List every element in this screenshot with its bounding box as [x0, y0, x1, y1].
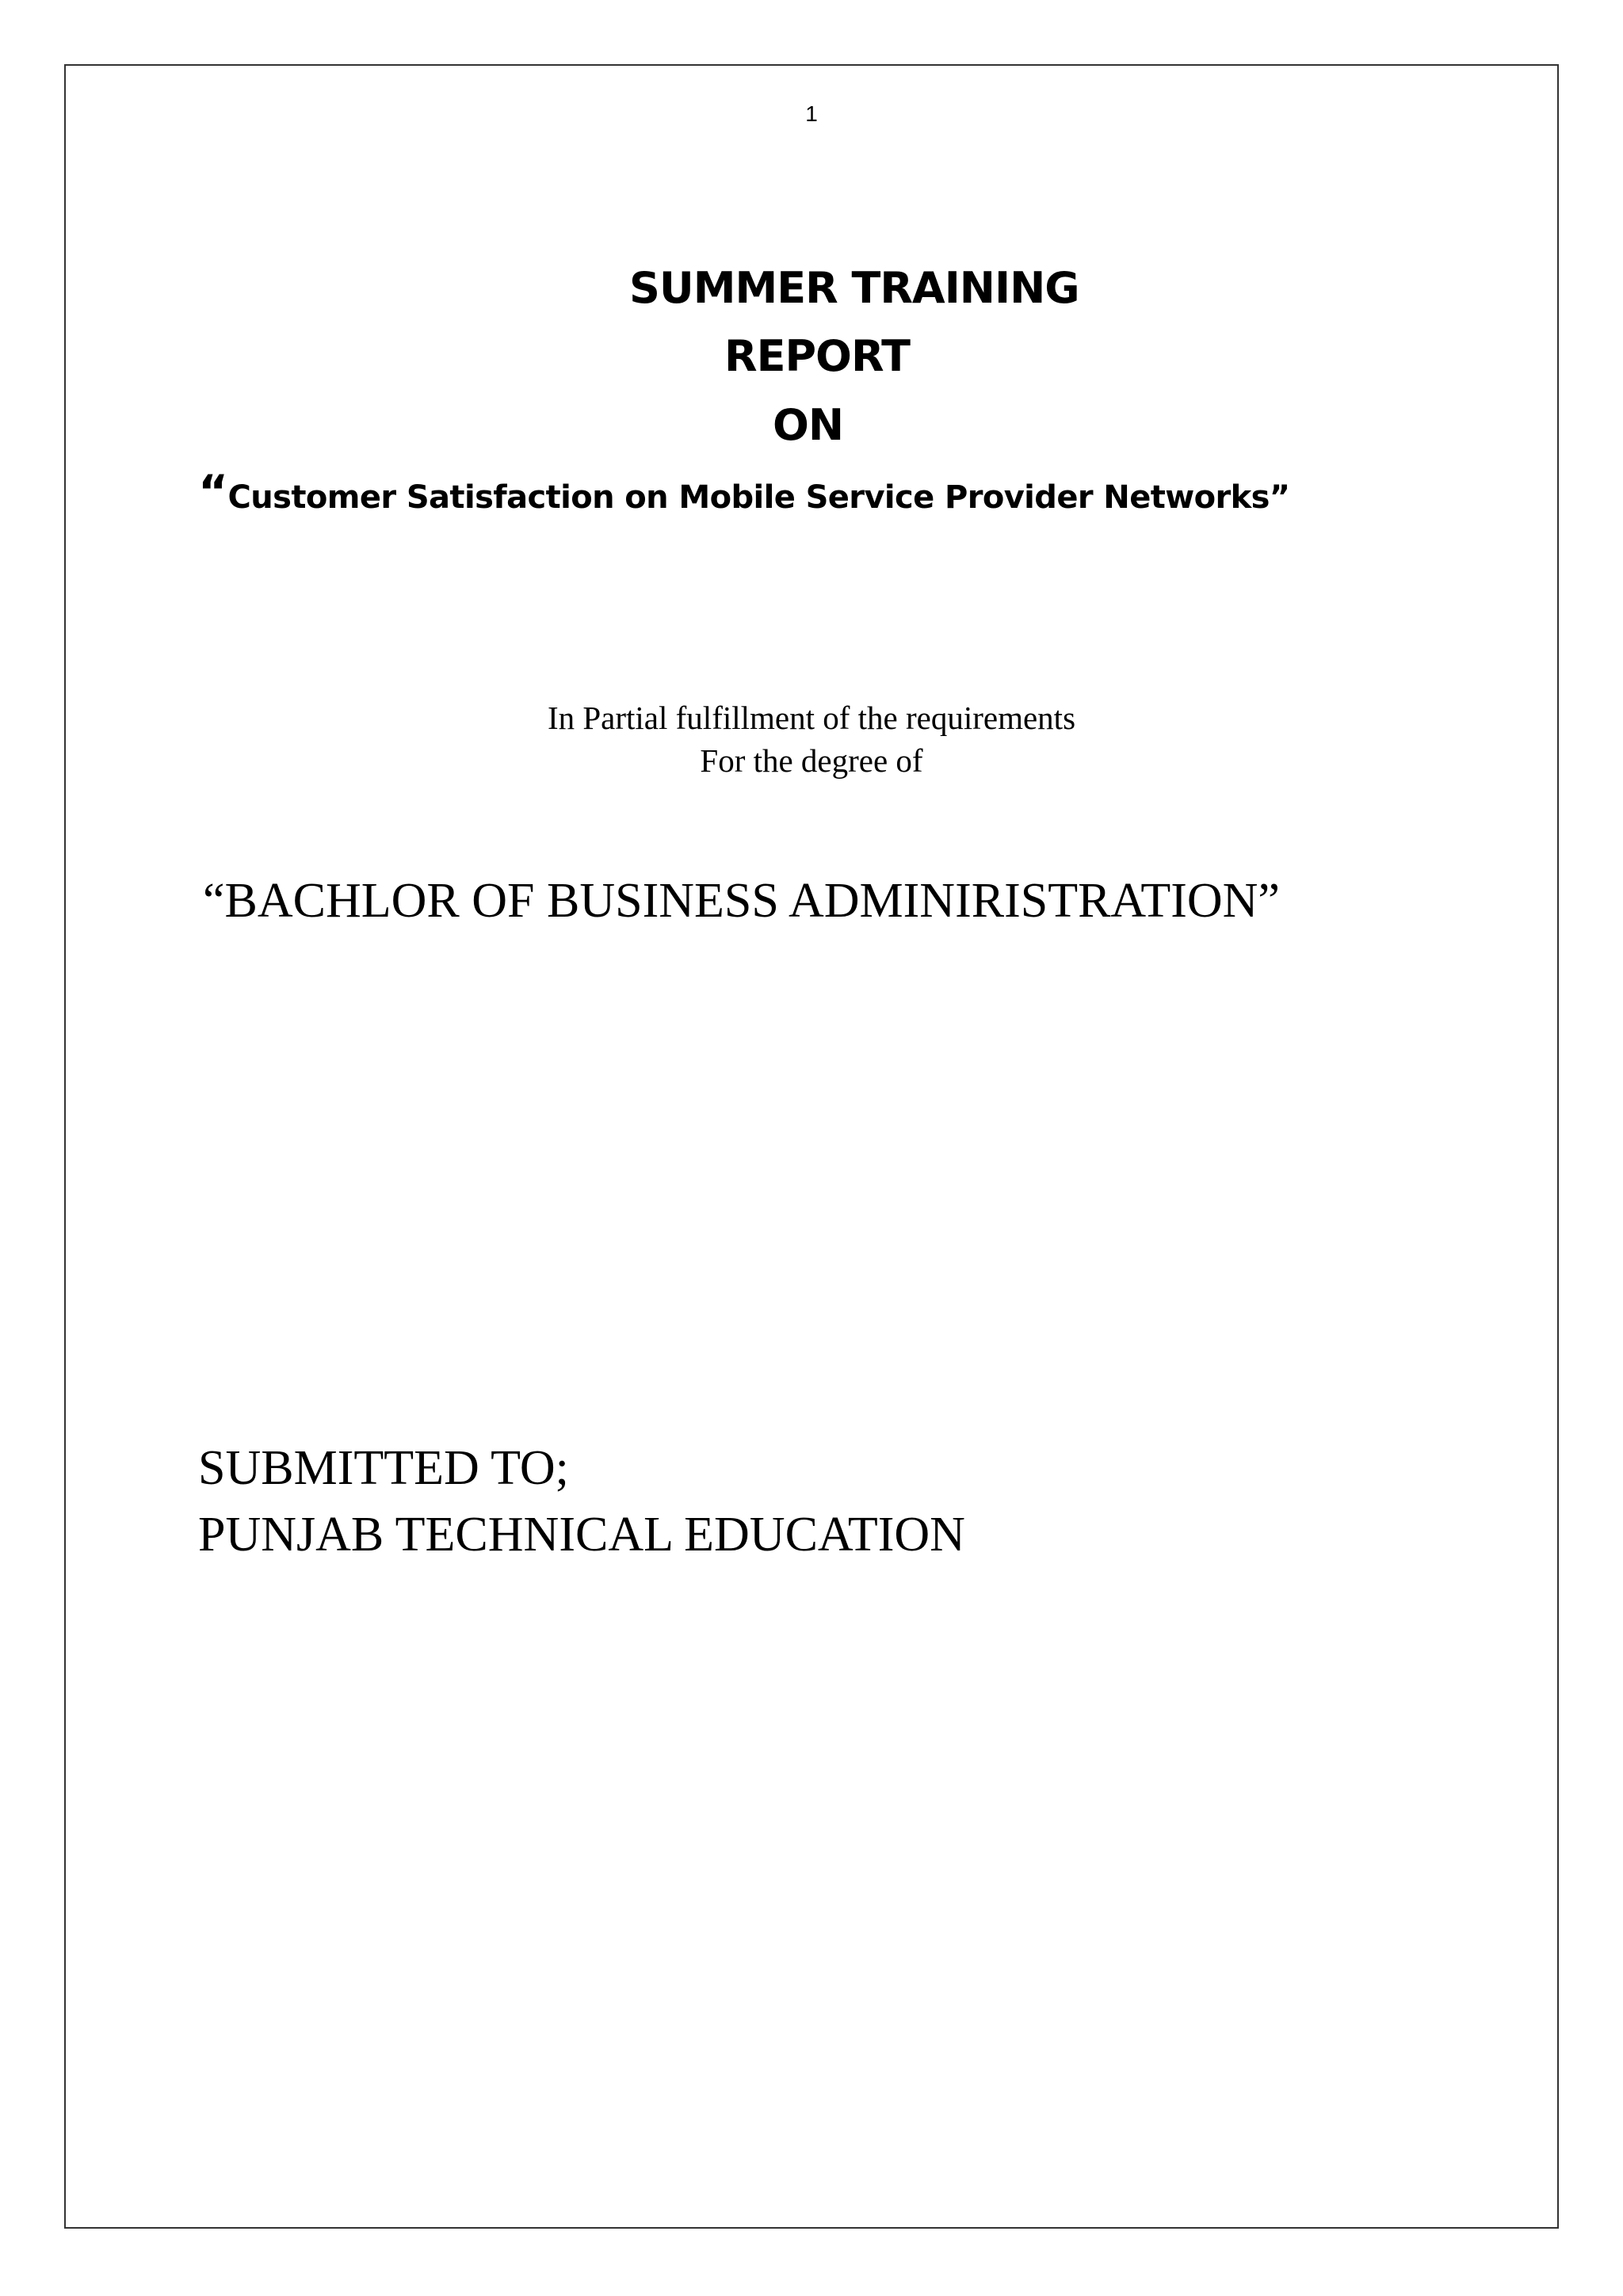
degree-name: “BACHLOR OF BUSINESS ADMINIRISTRATION”	[203, 874, 1280, 928]
report-title-line-3: ON	[773, 400, 844, 450]
submitted-to-institution: PUNJAB TECHNICAL EDUCATION	[198, 1508, 965, 1562]
report-subject	[198, 465, 1290, 519]
subject-open-quote: “	[198, 465, 228, 519]
fulfillment-line-1: In Partial fulfillment of the requirements	[547, 700, 1076, 736]
page-number: 1	[805, 101, 818, 126]
page-border	[64, 64, 1559, 2229]
report-title-line-1: SUMMER TRAINING	[629, 263, 1079, 313]
submitted-to-label: SUBMITTED TO;	[198, 1441, 569, 1495]
subject-text: Customer Satisfaction on Mobile Service Provider Networks”	[227, 479, 1290, 516]
fulfillment-line-2: For the degree of	[700, 742, 923, 779]
report-title-line-2: REPORT	[724, 331, 910, 381]
